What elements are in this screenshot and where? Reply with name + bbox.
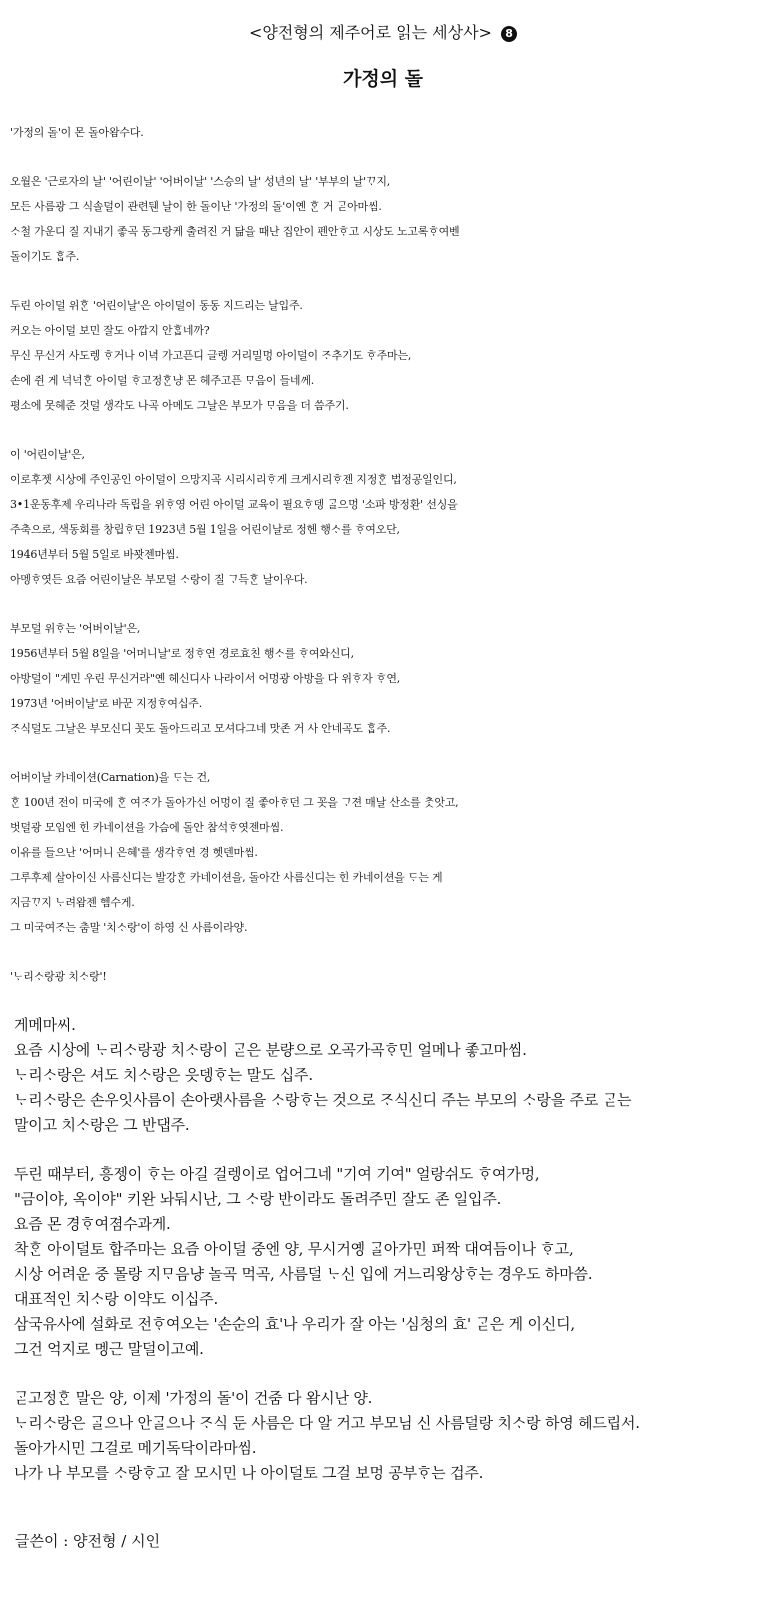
text-line: 그건 억지로 멩근 말덜이고예.: [14, 1340, 204, 1358]
text-line: 어버이날 카네이션(Carnation)을 ᄃᆞ는 건,: [10, 771, 211, 784]
text-line: 대표적인 치ᄉᆞ랑 이약도 이십주.: [14, 1290, 219, 1308]
text-line: 1956년부터 5월 8일을 '어머니날'로 정ᄒᆞ연 경로효친 행ᄉᆞ를 ᄒᆞ여와신디,: [10, 647, 354, 660]
text-line: 이 '어린이날'은,: [10, 448, 85, 461]
paragraph: [10, 964, 744, 989]
paragraph: [10, 1013, 744, 1138]
text-line: 모든 사름광 그 식솔덜이 관련뒌 날이 한 돌이난 '가정의 돌'이옌 ᄒᆞᆫ 거 ᄀᆞᆮ아마씸.: [10, 200, 382, 213]
text-line: "금이야, 옥이야" 키완 놔둬시난, 그 ᄉᆞ랑 반이라도 돌려주민 잘도 존 일입주.: [14, 1190, 502, 1208]
text-line: 'ᄂᆞ리ᄉᆞ랑광 치ᄉᆞ랑'!: [10, 970, 107, 983]
text-line: 돌이기도 ᄒᆞᆸ주.: [10, 250, 80, 263]
text-line: ᄉᆞ철 가운디 질 지내기 좋곡 동그랑케 출려진 거 닮을 때난 집안이 펜안ᄒᆞ고 시상도 노고록ᄒᆞ여벤: [10, 225, 460, 238]
text-line: 아멩ᄒᆞ엿든 요즘 어린이날은 부모덜 ᄉᆞ랑이 질 ᄀᆞ득ᄒᆞᆫ 날이우다.: [10, 573, 308, 586]
text-line: 평소에 못헤준 것덜 생각도 나곡 아메도 그날은 부모가 ᄆᆞ음을 더 씀주기.: [10, 399, 349, 412]
text-line: 지금ᄁᆞ지 ᄂᆞ려왐젠 헴수게.: [10, 896, 135, 909]
article-body: [10, 120, 744, 1486]
paragraph: [10, 765, 744, 940]
text-line: 시상 어려운 중 몰랑 지ᄆᆞ음냥 놀곡 먹곡, 사름덜 ᄂᆞ신 입에 거느리왕상ᄒᆞ는 경우도 하마씀.: [14, 1265, 593, 1283]
text-line: ᄒᆞᆫ 100년 전이 미국에 ᄒᆞᆫ 여ᄌᆞ가 돌아가신 어멍이 질 좋아ᄒᆞ던 그 꼿을 ᄀᆞ젼 매날 산소를 ᄎᆞᆺ앗고,: [10, 796, 459, 809]
text-line: 3•1운동후제 우리나라 독립을 위ᄒᆞ영 어린 아이덜 교육이 필요ᄒᆞ뎅 ᄀᆞᆯ으멍 '소파 방정환' 선싱을: [10, 498, 458, 511]
article-title: 가정의 돌: [342, 68, 424, 90]
text-line: ᄌᆞ식덜도 그날은 부모신디 꼿도 돌아드리고 모셔다그네 맛존 거 사 안네곡도 ᄒᆞᆸ주.: [10, 722, 391, 735]
text-line: 손에 쥔 게 넉넉ᄒᆞᆫ 아이덜 ᄒᆞ고정ᄒᆞᆫ냥 몬 헤주고픈 ᄆᆞ음이 들네께.: [10, 374, 315, 387]
series-title: <양전형의 제주어로 읽는 세상사>: [248, 23, 492, 42]
text-line: 돌아가시민 그걸로 메기독닥이라마씸.: [14, 1439, 257, 1457]
paragraph: [10, 169, 744, 269]
text-line: 아방덜이 "게민 우린 무신거라"옌 헤신디사 나라이서 어멍광 아방을 다 위ᄒᆞ자 ᄒᆞ연,: [10, 672, 401, 685]
series-number-badge: 8: [501, 26, 517, 42]
text-line: ᄂᆞ리ᄉᆞ랑은 셔도 치ᄉᆞ랑은 읏뎅ᄒᆞ는 말도 십주.: [14, 1066, 313, 1084]
paragraph: [10, 293, 744, 418]
text-line: 그 미국여ᄌᆞ는 춤말 '치ᄉᆞ랑'이 하영 신 사름이라양.: [10, 921, 248, 934]
text-line: 주축으로, 색동회를 창립ᄒᆞ던 1923년 5월 1일을 어린이날로 정헨 행ᄉᆞ를 ᄒᆞ여오단,: [10, 523, 400, 536]
text-line: 오월은 '근로자의 날' '어린이날' '어버이날' '스승의 날' 성년의 날' '부부의 날'ᄁᆞ지,: [10, 175, 391, 188]
text-line: ᄂᆞ리ᄉᆞ랑은 손우잇사름이 손아랫사름을 ᄉᆞ랑ᄒᆞ는 것으로 ᄌᆞ식신디 주는 부모의 ᄉᆞ랑을 주로 ᄀᆞᆮ는: [14, 1091, 632, 1109]
text-line: 그루후제 살아이신 사름신디는 발강ᄒᆞᆫ 카네이션을, 돌아간 사름신디는 힌 카네이션을 ᄃᆞ는 게: [10, 871, 443, 884]
text-line: 커오는 아이덜 보민 잘도 아깝지 안ᄒᆞᆸ네까?: [10, 324, 210, 337]
text-line: '가정의 돌'이 몬 돌아왐수다.: [10, 126, 144, 139]
text-line: 착ᄒᆞᆫ 아이덜토 합주마는 요즘 아이덜 중엔 양, 무시거옝 ᄀᆞᆯ아가민 퍼짝 대여듬이나 ᄒᆞ고,: [14, 1240, 574, 1258]
text-line: 삼국유사에 설화로 전ᄒᆞ여오는 '손순의 효'나 우리가 잘 아는 '심청의 효' ᄀᆞᆮ은 게 이신디,: [14, 1315, 575, 1333]
paragraph: [10, 120, 744, 145]
text-line: 두린 아이덜 위ᄒᆞᆫ '어린이날'은 아이덜이 동동 지드리는 날입주.: [10, 299, 303, 312]
text-line: ᄂᆞ리ᄉᆞ랑은 ᄀᆞᆯ으나 안ᄀᆞᆯ으나 ᄌᆞ식 둔 사름은 다 알 거고 부모님 신 사름덜랑 치ᄉᆞ랑 하영 헤드립서.: [14, 1414, 640, 1432]
text-line: 이로후젯 시상에 주인공인 아이덜이 으망지곡 시리시리ᄒᆞ게 크게시리ᄒᆞ젠 지정ᄒᆞᆫ 법정공일인디,: [10, 473, 457, 486]
text-line: 말이고 치ᄉᆞ랑은 그 반댑주.: [14, 1116, 190, 1134]
paragraph: [10, 616, 744, 741]
text-line: 게메마씨.: [14, 1016, 76, 1034]
text-line: 벗덜광 모임엔 힌 카네이션을 가슴에 돌안 참석ᄒᆞ엿젠마씸.: [10, 821, 284, 834]
text-line: 두린 때부터, 흥젱이 ᄒᆞ는 아길 걸렝이로 업어그네 "기여 기여" 얼랑쉬도 ᄒᆞ여가멍,: [14, 1165, 540, 1183]
author-credit: 글쓴이 : 양전형 / 시인: [15, 1532, 161, 1550]
text-line: 무신 무신거 사도렝 ᄒᆞ거나 이녁 가고픈디 글렝 거리밀멍 아이덜이 ᄌᆞ추기도 ᄒᆞ주마는,: [10, 349, 412, 362]
text-line: 요즘 시상에 ᄂᆞ리ᄉᆞ랑광 치ᄉᆞ랑이 ᄀᆞᆮ은 분량으로 오곡가곡ᄒᆞ민 얼메나 좋고마씸.: [14, 1041, 527, 1059]
text-line: 1973년 '어버이날'로 바꾼 지정ᄒᆞ여십주.: [10, 697, 202, 710]
text-line: 나가 나 부모를 ᄉᆞ랑ᄒᆞ고 잘 모시민 나 아이덜토 그걸 보멍 공부ᄒᆞ는 겁주.: [14, 1464, 484, 1482]
text-line: 1946년부터 5월 5일로 바꽛젠마씸.: [10, 548, 179, 561]
paragraph: [10, 1162, 744, 1362]
text-line: 요즘 몬 경ᄒᆞ여졈수과게.: [14, 1215, 171, 1233]
series-header: [10, 22, 744, 44]
text-line: 이유를 들으난 '어머니 은혜'를 생각ᄒᆞ연 경 헷덴마씸.: [10, 846, 258, 859]
text-line: 부모덜 위ᄒᆞ는 '어버이날'은,: [10, 622, 141, 635]
paragraph: [10, 442, 744, 592]
text-line: ᄀᆞᆮ고정ᄒᆞᆫ 말은 양, 이제 '가정의 돌'이 건줌 다 왐시난 양.: [14, 1389, 373, 1407]
paragraph: [10, 1386, 744, 1486]
